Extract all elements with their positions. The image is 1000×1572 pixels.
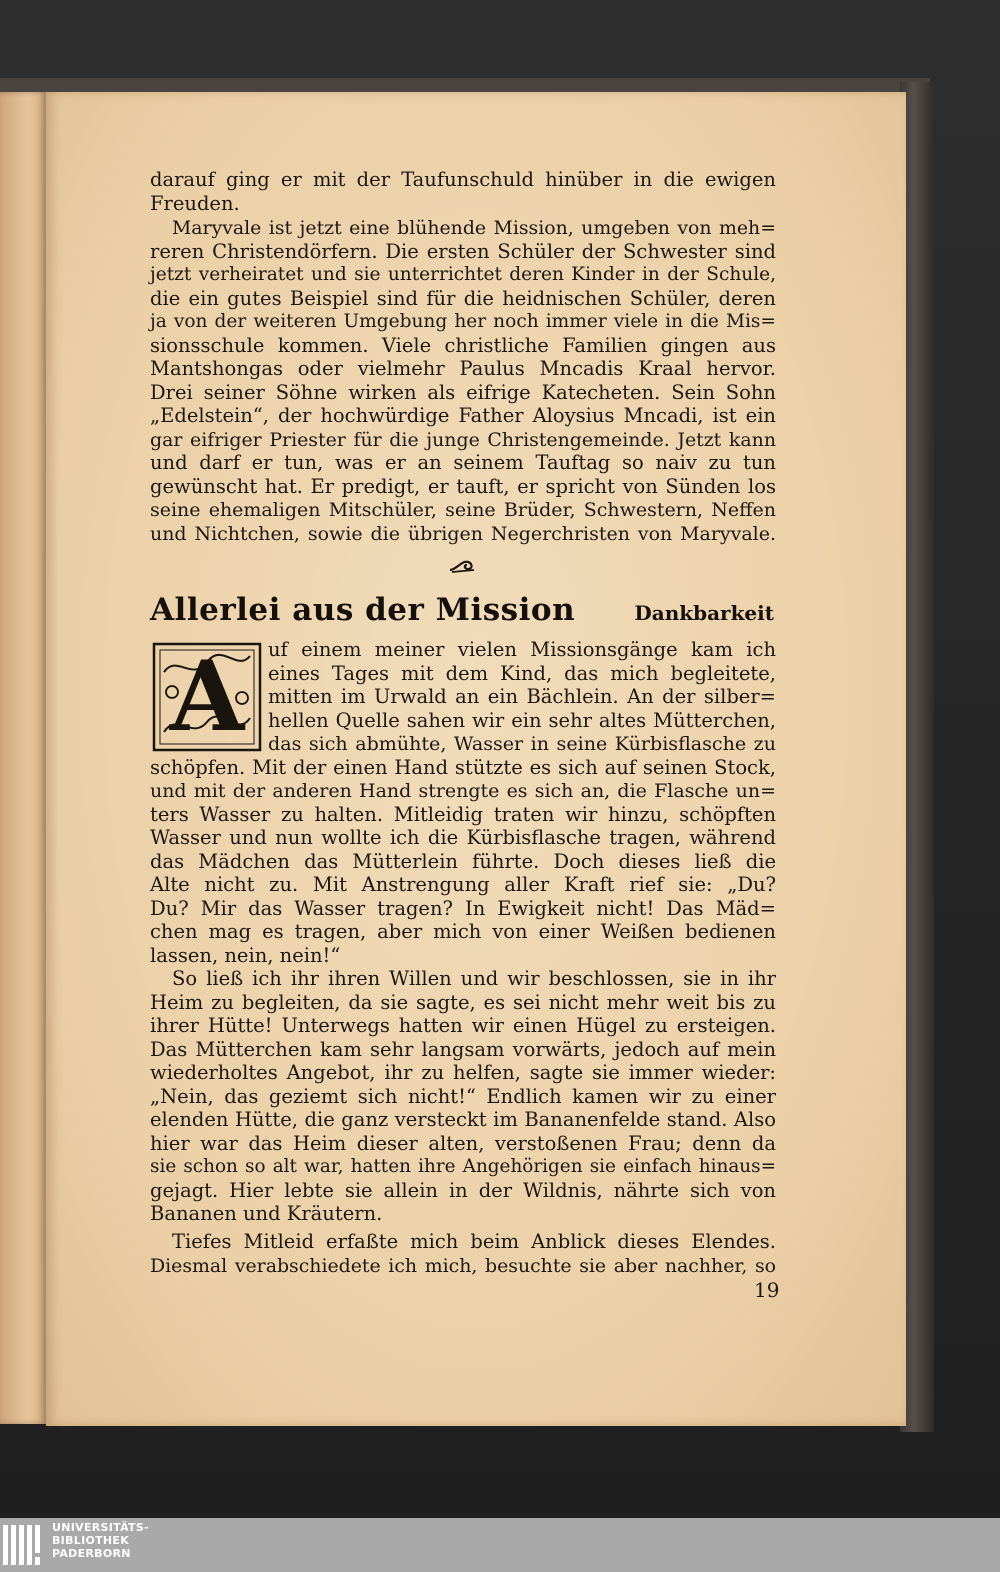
section-title: Allerlei aus der Mission (150, 592, 576, 628)
text-line: uf einem meiner vielen Missionsgänge kam ich (268, 638, 776, 661)
library-logo-icon (2, 1521, 46, 1569)
text-line: lassen, nein, nein!“ (150, 943, 341, 967)
text-line: Freuden. (150, 192, 240, 215)
library-footer (0, 1518, 1000, 1572)
text-line: Maryvale ist jetzt eine blühende Mission, umgeben von meh= (172, 217, 776, 239)
text-line: sie schon so alt war, hatten ihre Angehörigen sie einfach hinaus= (150, 1156, 776, 1177)
text-line: ters Wasser zu halten. Mitleidig traten wir hinzu, schöpften (150, 802, 776, 826)
text-line: Mantshongas oder vielmehr Paulus Mncadis Kraal hervor. (150, 357, 776, 380)
drop-cap (152, 642, 262, 752)
text-line: chen mag es tragen, aber mich von einer Weißen bedienen (150, 920, 776, 943)
text-line: Du? Mir das Wasser tragen? In Ewigkeit nicht! Das Mäd= (150, 896, 776, 920)
text-line: und Nichtchen, sowie die übrigen Negerchristen von Maryvale. (150, 522, 776, 545)
text-line: jetzt verheiratet und sie unterrichtet deren Kinder in der Schule, (150, 264, 776, 285)
text-line: mitten im Urwald an ein Bächlein. An der silber= (268, 685, 776, 708)
library-name-line: PADERBORN (52, 1547, 131, 1560)
library-name-line: BIBLIOTHEK (52, 1534, 130, 1547)
text-line: „Edelstein“, der hochwürdige Father Aloysius Mncadi, ist ein (150, 404, 776, 427)
text-line: gewünscht hat. Er predigt, er tauft, er spricht von Sünden los (150, 474, 776, 498)
text-line: eines Tages mit dem Kind, das mich begleitete, (268, 661, 776, 685)
text-line: hellen Quelle sahen wir ein sehr altes Mütterchen, (268, 708, 776, 732)
text-line: sionsschule kommen. Viele christliche Familien gingen aus (150, 333, 776, 357)
text-line: „Nein, das geziemt sich nicht!“ Endlich kamen wir zu einer (150, 1084, 776, 1108)
text-line: Bananen und Kräutern. (150, 1202, 383, 1225)
text-line: seine ehemaligen Mitschüler, seine Brüder, Schwestern, Neffen (150, 499, 776, 521)
text-line: elenden Hütte, die ganz versteckt im Bananenfelde stand. Also (150, 1108, 776, 1131)
text-line: Alte nicht zu. Mit Anstrengung aller Kraft rief sie: „Du? (150, 873, 776, 896)
text-line: Tiefes Mitleid erfaßte mich beim Anblick dieses Elendes. (172, 1230, 776, 1253)
subheading: Dankbarkeit (634, 601, 774, 625)
text-line: die ein gutes Beispiel sind für die heidnischen Schüler, deren (150, 286, 776, 310)
ornament-divider-icon (448, 556, 476, 574)
text-line: darauf ging er mit der Taufunschuld hinüber in die ewigen (150, 168, 776, 191)
text-line: das sich abmühte, Wasser in seine Kürbisflasche zu (268, 733, 776, 755)
text-line: reren Christendörfern. Die ersten Schüler der Schwester sind (150, 239, 776, 263)
text-line: gejagt. Hier lebte sie allein in der Wildnis, nährte sich von (150, 1178, 776, 1202)
text-line: Wasser und nun wollte ich die Kürbisflasche tragen, während (150, 826, 776, 849)
text-line: So ließ ich ihr ihren Willen und wir beschlossen, sie in ihr (172, 967, 776, 990)
text-line: wiederholtes Angebot, ihr zu helfen, sagte sie immer wieder: (150, 1061, 776, 1084)
text-line: und darf er tun, was er an seinem Tauftag so naiv zu tun (150, 451, 776, 474)
drop-cap-letter: A (169, 640, 245, 753)
text-line: hier war das Heim dieser alten, verstoßenen Frau; denn da (150, 1131, 776, 1155)
text-line: gar eifriger Priester für die junge Christengemeinde. Jetzt kann (150, 428, 776, 451)
library-name (52, 1521, 149, 1560)
text-line: Diesmal verabschiedete ich mich, besuchte sie aber nachher, so (150, 1254, 776, 1277)
text-line: schöpfen. Mit der einen Hand stützte es sich auf seinen Stock, (150, 755, 776, 779)
text-line: das Mädchen das Mütterlein führte. Doch dieses ließ die (150, 849, 776, 873)
text-line: Drei seiner Söhne wirken als eifrige Katecheten. Sein Sohn (150, 380, 776, 404)
text-line: Das Mütterchen kam sehr langsam vorwärts, jedoch auf mein (150, 1037, 776, 1061)
text-line: und mit der anderen Hand strengte es sich an, die Flasche un= (150, 780, 776, 802)
page-number: 19 (754, 1278, 780, 1302)
facing-page-edge (0, 92, 46, 1424)
text-line: ihrer Hütte! Unterwegs hatten wir einen Hügel zu ersteigen. (150, 1014, 776, 1037)
text-line: ja von der weiteren Umgebung her noch immer viele in die Mis= (150, 311, 776, 332)
library-name-line: UNIVERSITÄTS- (52, 1521, 149, 1534)
text-line: Heim zu begleiten, da sie sagte, es sei nicht mehr weit bis zu (150, 990, 776, 1014)
